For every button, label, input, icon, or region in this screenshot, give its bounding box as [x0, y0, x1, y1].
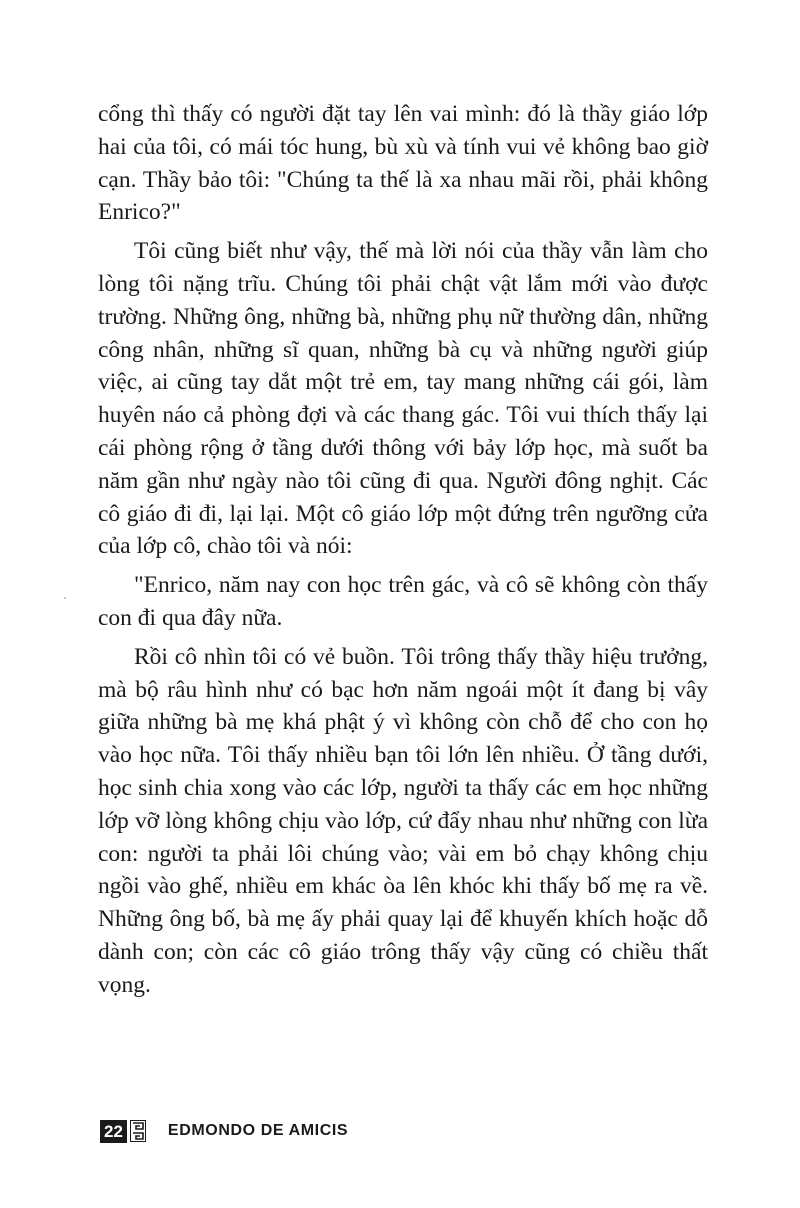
greek-key-ornament-icon — [130, 1120, 146, 1142]
paragraph-quote: "Enrico, năm nay con học trên gác, và cô sẽ không còn thấy con đi qua đây nữa. — [98, 572, 708, 631]
paragraph: Rồi cô nhìn tôi có vẻ buồn. Tôi trông thấy thầy hiệu trưởng, mà bộ râu hình như có bạc hơn năm ngoái một ít đang bị vây giữa những bà mẹ khá phật ý vì không còn chỗ để cho con họ vào học nữa. Tôi thấy nhiều bạn tôi lớn lên nhiều. Ở tầng dưới, học sinh chia xong vào các lớp, người ta thấy các em học những lớp vỡ lòng không chịu vào lớp, cứ đẩy nhau như những con lừa con: người ta phải lôi chúng vào; vài em bỏ chạy không chịu ngồi vào ghế, nhiều em khác òa lên khóc khi thấy bố mẹ ra về. Những ông bố, bà mẹ ấy phải quay lại để khuyến khích hoặc dỗ dành con; còn các cô giáo trông thấy vậy cũng có chiều thất vọng. — [98, 643, 708, 998]
page-body-text — [98, 98, 708, 1002]
running-footer-author: EDMONDO DE AMICIS — [167, 1122, 349, 1139]
scan-speck — [64, 597, 66, 599]
page-number: 22 — [100, 1120, 127, 1143]
paragraph-continued: cổng thì thấy có người đặt tay lên vai mình: đó là thầy giáo lớp hai của tôi, có mái tóc hung, bù xù và tính vui vẻ không bao giờ cạn. Thầy bảo tôi: "Chúng ta thế là xa nhau mãi rồi, phải không Enrico?" — [98, 101, 708, 226]
paragraph: Tôi cũng biết như vậy, thế mà lời nói của thầy vẫn làm cho lòng tôi nặng trĩu. Chúng tôi phải chật vật lắm mới vào được trường. Những ông, những bà, những phụ nữ thường dân, những công nhân, những sĩ quan, những bà cụ và những người giúp việc, ai cũng tay dắt một trẻ em, tay mang những cái gói, làm huyên náo cả phòng đợi và các thang gác. Tôi vui thích thấy lại cái phòng rộng ở tầng dưới thông với bảy lớp học, mà suốt ba năm gần như ngày nào tôi cũng đi qua. Người đông nghịt. Các cô giáo đi đi, lại lại. Một cô giáo lớp một đứng trên ngưỡng cửa của lớp cô, chào tôi và nói: — [98, 238, 708, 560]
page-footer — [100, 1118, 348, 1144]
